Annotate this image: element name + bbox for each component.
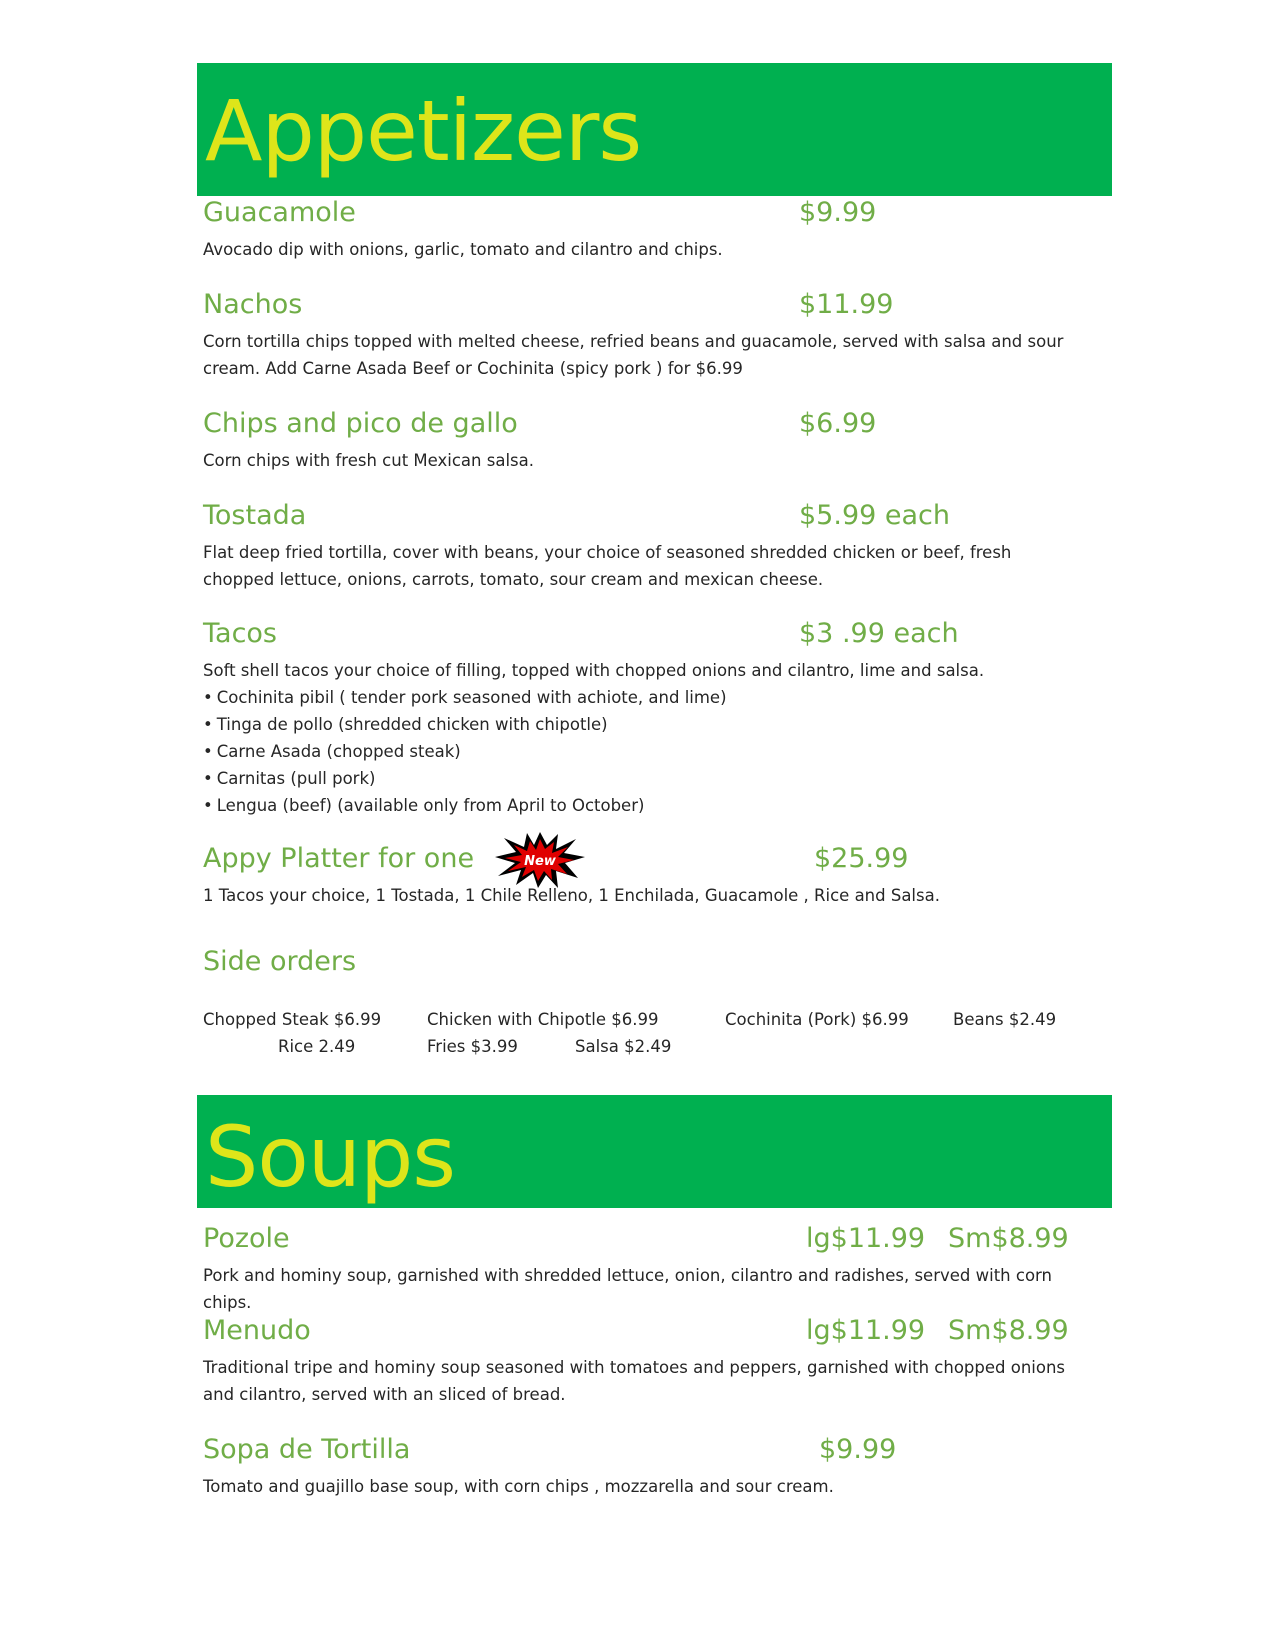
soups-title: Soups xyxy=(205,1108,456,1206)
tacos-intro: Soft shell tacos your choice of filling, topped with chopped onions and cilantro, lime and salsa. xyxy=(203,661,985,680)
appetizers-banner xyxy=(197,63,1112,196)
side-order-item: Chopped Steak $6.99 xyxy=(203,1010,382,1029)
side-order-item: Chicken with Chipotle $6.99 xyxy=(427,1010,659,1029)
item-price-small: Sm$8.99 xyxy=(948,1223,1069,1254)
item-name: Chips and pico de gallo xyxy=(203,408,518,439)
item-description xyxy=(203,657,1073,819)
item-description: Avocado dip with onions, garlic, tomato and cilantro and chips. xyxy=(203,240,723,259)
side-orders-heading: Side orders xyxy=(203,946,357,977)
item-description: Flat deep fried tortilla, cover with beans, your choice of seasoned shredded chicken or beef, fresh chopped lettuce, onions, carrots, tomato, sour cream and mexican cheese. xyxy=(203,543,1012,589)
side-order-item: Salsa $2.49 xyxy=(575,1037,672,1056)
item-price: $11.99 xyxy=(799,289,894,320)
item-price-small: Sm$8.99 xyxy=(948,1315,1069,1346)
item-name: Menudo xyxy=(203,1315,311,1346)
item-description: 1 Tacos your choice, 1 Tostada, 1 Chile Relleno, 1 Enchilada, Guacamole , Rice and Salsa. xyxy=(203,886,940,905)
item-description: Pork and hominy soup, garnished with shredded lettuce, onion, cilantro and radishes, served with corn chips. xyxy=(203,1266,1052,1312)
item-description: Traditional tripe and hominy soup seasoned with tomatoes and peppers, garnished with chopped onions and cilantro, served with an sliced of bread. xyxy=(203,1358,1066,1404)
item-price: $3 .99 each xyxy=(799,618,959,649)
soups-banner xyxy=(197,1095,1112,1208)
list-item: • Carne Asada (chopped steak) xyxy=(203,738,1073,765)
item-name: Appy Platter for one xyxy=(203,843,475,874)
side-order-item: Cochinita (Pork) $6.99 xyxy=(725,1010,909,1029)
item-name: Tacos xyxy=(203,618,277,649)
side-order-item: Fries $3.99 xyxy=(427,1037,518,1056)
list-item: • Carnitas (pull pork) xyxy=(203,765,1073,792)
item-name: Pozole xyxy=(203,1223,290,1254)
item-price: $9.99 xyxy=(799,197,877,228)
new-badge-starburst-icon xyxy=(494,831,586,889)
item-price: $9.99 xyxy=(819,1434,897,1465)
item-description: Corn chips with fresh cut Mexican salsa. xyxy=(203,451,534,470)
item-price: $5.99 each xyxy=(799,500,950,531)
item-name: Sopa de Tortilla xyxy=(203,1434,411,1465)
tacos-fillings-list xyxy=(203,684,1073,819)
list-item: • Tinga de pollo (shredded chicken with chipotle) xyxy=(203,711,1073,738)
list-item: • Lengua (beef) (available only from April to October) xyxy=(203,792,1073,819)
item-name: Guacamole xyxy=(203,197,356,228)
list-item: • Cochinita pibil ( tender pork seasoned with achiote, and lime) xyxy=(203,684,1073,711)
item-name: Tostada xyxy=(203,500,307,531)
item-description: Corn tortilla chips topped with melted cheese, refried beans and guacamole, served with salsa and sour cream. Add Carne Asada Beef or Cochinita (spicy pork ) for $6.99 xyxy=(203,332,1064,378)
item-price: $25.99 xyxy=(814,843,909,874)
item-description: Tomato and guajillo base soup, with corn chips , mozzarella and sour cream. xyxy=(203,1477,834,1496)
side-order-item: Beans $2.49 xyxy=(953,1010,1057,1029)
item-name: Nachos xyxy=(203,289,303,320)
appetizers-title: Appetizers xyxy=(205,82,642,180)
new-badge-label: New xyxy=(524,854,556,869)
item-price-large: lg$11.99 xyxy=(806,1315,926,1346)
item-price-large: lg$11.99 xyxy=(806,1223,926,1254)
item-price: $6.99 xyxy=(799,408,877,439)
side-order-item: Rice 2.49 xyxy=(278,1037,356,1056)
